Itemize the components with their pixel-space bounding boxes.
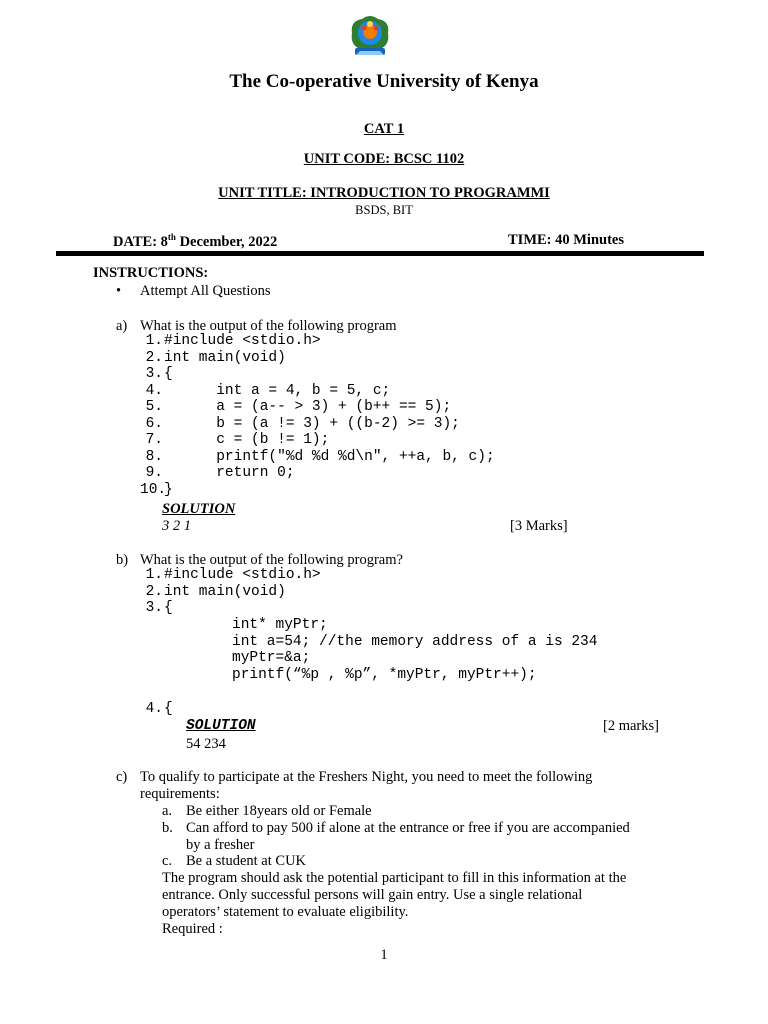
- code-text: {: [164, 366, 173, 382]
- university-name: The Co-operative University of Kenya: [229, 71, 539, 92]
- paragraph-line: entrance. Only successful persons will gain entry. Use a single relational: [162, 887, 583, 903]
- line-number: 10.: [140, 481, 167, 498]
- code-text: #include <stdio.h>: [164, 567, 321, 583]
- question-c-text-2: requirements:: [140, 786, 220, 802]
- requirement-letter: a.: [162, 803, 173, 819]
- bullet-icon: •: [116, 283, 122, 299]
- code-line: [140, 584, 321, 601]
- question-a-text: What is the output of the following program: [140, 318, 397, 334]
- code-text: int main(void): [164, 583, 286, 600]
- code-text: {: [164, 600, 173, 616]
- question-b-marks: [2 marks]: [603, 718, 659, 734]
- page-number: 1: [380, 947, 388, 963]
- code-text: c = (b != 1);: [164, 432, 330, 448]
- code-line: [140, 600, 321, 617]
- requirement-item: [162, 820, 630, 854]
- line-number: 2.: [145, 583, 163, 600]
- question-c-requirements: [162, 803, 630, 870]
- programmes: BSDS, BIT: [355, 203, 413, 217]
- requirement-letter: b.: [162, 819, 173, 836]
- question-b-answer: 54 234: [186, 736, 226, 752]
- requirement-item: [162, 803, 630, 820]
- question-a-label: a): [116, 318, 128, 334]
- question-b-code: [140, 567, 321, 617]
- question-c-text-1: To qualify to participate at the Freshers Night, you need to meet the following: [140, 769, 593, 785]
- question-a-code: [140, 333, 495, 498]
- code-line: printf(“%p , %p”, *myPtr, myPtr++);: [232, 666, 537, 683]
- code-line: [140, 333, 495, 350]
- code-text: return 0;: [164, 465, 295, 481]
- question-b-solution-label: SOLUTION: [186, 718, 256, 734]
- unit-code: UNIT CODE: BCSC 1102: [303, 151, 465, 167]
- line-number: 7.: [145, 432, 163, 448]
- question-a-marks: [3 Marks]: [510, 518, 568, 534]
- paragraph-line: The program should ask the potential participant to fill in this information at the: [162, 870, 627, 886]
- question-a-solution-label: SOLUTION: [162, 501, 236, 517]
- requirement-text: Be a student at CUK: [186, 853, 307, 870]
- code-text: }: [164, 481, 173, 498]
- university-crest-icon: [346, 13, 394, 59]
- question-c-label: c): [116, 769, 128, 785]
- instructions-heading: INSTRUCTIONS:: [93, 265, 209, 281]
- cat-title: CAT 1: [363, 121, 405, 137]
- exam-time: TIME: 40 Minutes: [508, 232, 624, 248]
- code-line: [140, 482, 495, 499]
- code-text: printf("%d %d %d\n", ++a, b, c);: [164, 448, 495, 465]
- line-number: 1.: [145, 333, 163, 349]
- code-line: [140, 567, 321, 584]
- code-line: [140, 449, 495, 466]
- requirement-letter: c.: [162, 853, 173, 870]
- exam-date: DATE: 8th December, 2022: [113, 232, 278, 250]
- requirement-text-cont: by a fresher: [186, 836, 255, 853]
- line-number: 4.: [145, 382, 163, 399]
- paragraph-line: Required :: [162, 921, 223, 937]
- line-number: 9.: [145, 465, 163, 481]
- line-number: 3.: [145, 366, 163, 382]
- code-text: int main(void): [164, 349, 286, 366]
- code-line: [140, 399, 495, 416]
- question-b-line-4: 4.{: [145, 701, 173, 717]
- code-line: [140, 383, 495, 400]
- code-line: int a=54; //the memory address of a is 234: [232, 633, 598, 650]
- line-number: 1.: [145, 567, 163, 583]
- line-number: 5.: [145, 399, 163, 415]
- line-number: 3.: [145, 600, 163, 616]
- code-line: myPtr=&a;: [232, 650, 311, 666]
- line-number: 2.: [145, 349, 163, 366]
- code-line: int* myPtr;: [232, 617, 328, 633]
- code-text: #include <stdio.h>: [164, 333, 321, 349]
- code-line: [140, 366, 495, 383]
- question-b-label: b): [116, 552, 129, 568]
- paragraph-line: operators’ statement to evaluate eligibility.: [162, 904, 409, 920]
- code-text: int a = 4, b = 5, c;: [164, 382, 391, 399]
- code-line: [140, 350, 495, 367]
- unit-title: UNIT TITLE: INTRODUCTION TO PROGRAMMI: [218, 185, 550, 201]
- header-rule-thick: [56, 253, 704, 256]
- code-line: [140, 432, 495, 449]
- line-number: 8.: [145, 448, 163, 465]
- question-c-paragraph: [162, 870, 626, 938]
- code-text: a = (a-- > 3) + (b++ == 5);: [164, 399, 452, 415]
- code-line: [140, 416, 495, 433]
- line-number: 6.: [145, 415, 163, 432]
- requirement-text: Be either 18years old or Female: [186, 803, 372, 819]
- instruction-item: Attempt All Questions: [140, 283, 271, 299]
- code-text: b = (a != 3) + ((b-2) >= 3);: [164, 415, 460, 432]
- code-line: [140, 465, 495, 482]
- question-b-text: What is the output of the following program?: [140, 552, 403, 568]
- requirement-item: [162, 853, 630, 870]
- requirement-text: Can afford to pay 500 if alone at the entrance or free if you are accompanied: [186, 819, 630, 836]
- question-a-answer: 3 2 1: [162, 518, 191, 534]
- question-b-code-body: [232, 617, 597, 683]
